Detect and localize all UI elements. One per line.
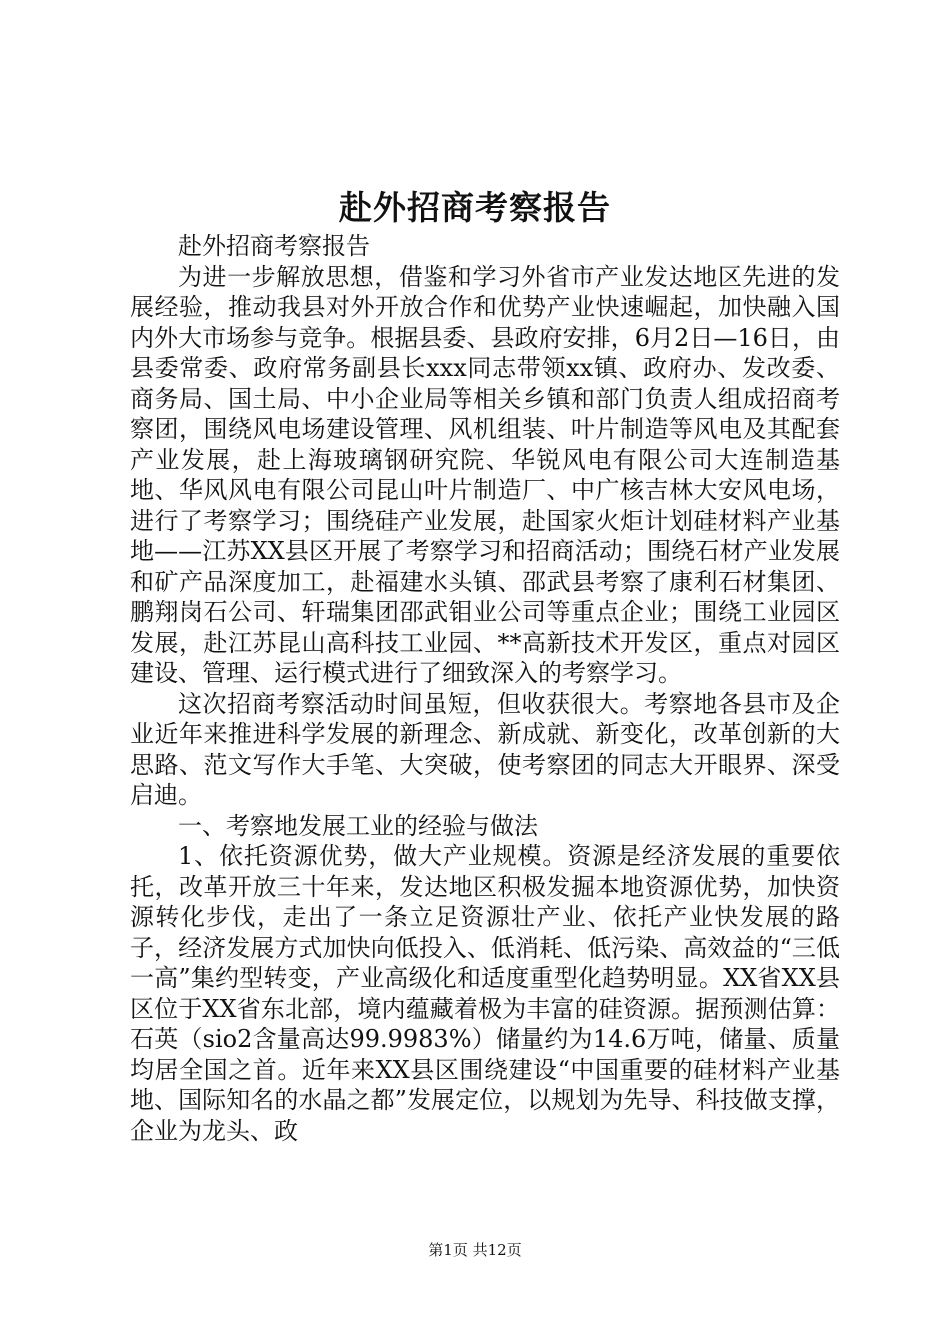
paragraph-summary: 这次招商考察活动时间虽短，但收获很大。考察地各县市及企业近年来推进科学发展的新理念、新成就、新变化，改革创新的大思路、范文写作大手笔、大突破，使考察团的同志大开眼界、深受启迪。 bbox=[130, 689, 840, 809]
paragraph-intro: 为进一步解放思想，借鉴和学习外省市产业发达地区先进的发展经验，推动我县对外开放合作和优势产业快速崛起，加快融入国内外大市场参与竞争。根据县委、县政府安排，6月2日—16日，由县委常委、政府常务副县长xxx同志带领xx镇、政府办、发改委、商务局、国土局、中小企业局等相关乡镇和部门负责人组成招商考察团，围绕风电场建设管理、风机组装、叶片制造等风电及其配套产业发展，赴上海玻璃钢研究院、华锐风电有限公司大连制造基地、华风风电有限公司昆山叶片制造厂、中广核吉林大安风电场，进行了考察学习；围绕硅产业发展，赴国家火炬计划硅材料产业基地——江苏XX县区开展了考察学习和招商活动；围绕石材产业发展和矿产品深度加工，赴福建水头镇、邵武县考察了康利石材集团、鹏翔岗石公司、轩瑞集团邵武钼业公司等重点企业；围绕工业园区发展，赴江苏昆山高科技工业园、**高新技术开发区，重点对园区建设、管理、运行模式进行了细致深入的考察学习。 bbox=[130, 262, 840, 687]
document-body bbox=[130, 231, 840, 1146]
paragraph-experience: 1、依托资源优势，做大产业规模。资源是经济发展的重要依托，改革开放三十年来，发达地区积极发掘本地资源优势，加快资源转化步伐，走出了一条立足资源壮产业、依托产业快发展的路子，经济发展方式加快向低投入、低消耗、低污染、高效益的“三低一高”集约型转变，产业高级化和适度重型化趋势明显。XX省XX县区位于XX省东北部，境内蕴藏着极为丰富的硅资源。据预测估算：石英（sio2含量高达99.9983%）储量约为14.6万吨，储量、质量均居全国之首。近年来XX县区围绕建设“中国重要的硅材料产业基地、国际知名的水晶之都”发展定位，以规划为先导、科技做支撑，企业为龙头、政 bbox=[130, 842, 840, 1145]
section-heading: 一、考察地发展工业的经验与做法 bbox=[178, 811, 538, 840]
document-title: 赴外招商考察报告 bbox=[339, 188, 611, 227]
page-footer: 第1页 共12页 bbox=[428, 1241, 522, 1259]
paragraph-subtitle: 赴外招商考察报告 bbox=[178, 232, 370, 260]
